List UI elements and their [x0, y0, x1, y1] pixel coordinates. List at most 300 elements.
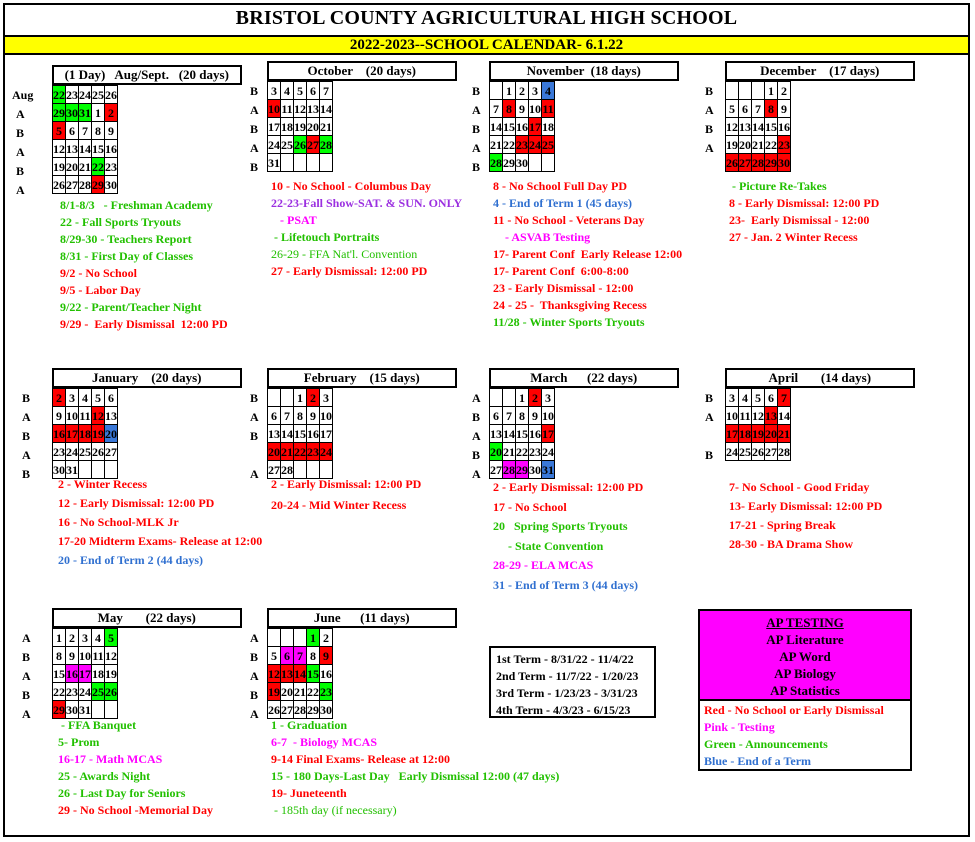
day-cell: 11 [542, 101, 554, 116]
day-cell: 21 [490, 137, 502, 152]
day-cell: 27 [268, 462, 280, 477]
day-cell: 15 [92, 141, 104, 156]
day-cell: 17 [79, 666, 91, 681]
event-note: 31 - End of Term 3 (44 days) [493, 577, 639, 592]
day-cell: 23 [66, 684, 78, 699]
day-cell: 24 [66, 444, 78, 459]
day-cell [92, 701, 105, 719]
day-cell [752, 82, 765, 100]
week-row [53, 425, 118, 443]
day-cell: 4 [281, 82, 294, 100]
day-cell: 18 [281, 119, 293, 134]
event-note: 17 - No School [493, 499, 567, 514]
day-cell [79, 461, 92, 479]
event-note: 16-17 - Math MCAS [58, 752, 163, 766]
ap-item: AP Word [779, 649, 831, 664]
day-cell [268, 629, 281, 647]
day-type-label: A [16, 183, 25, 197]
day-cell: 31 [542, 462, 554, 477]
day-cell: 1 [307, 629, 320, 647]
day-cell: 18 [92, 666, 104, 681]
event-note: 9/22 - Parent/Teacher Night [60, 300, 202, 314]
day-cell: 24 [79, 684, 91, 699]
week-row [490, 154, 555, 172]
day-cell: 16 [66, 666, 78, 681]
day-cell [726, 82, 739, 100]
day-cell: 25 [281, 137, 293, 152]
day-cell: 22 [92, 159, 104, 174]
day-cell: 14 [778, 408, 790, 423]
day-cell: 23 [516, 137, 528, 152]
week-row [490, 461, 555, 479]
day-cell: 22 [53, 87, 65, 102]
day-cell: 13 [66, 141, 78, 156]
day-cell: 2 [778, 82, 791, 100]
event-note: 28-30 - BA Drama Show [729, 537, 854, 551]
month-grid [725, 388, 791, 461]
day-cell: 12 [752, 408, 764, 423]
day-cell: 20 [66, 159, 78, 174]
day-cell: 16 [320, 666, 332, 681]
month-grid [52, 388, 118, 479]
event-note: 20 - End of Term 2 (44 days) [58, 553, 204, 567]
day-cell: 15 [516, 426, 528, 441]
day-cell: 11 [739, 408, 751, 423]
day-cell: 27 [281, 702, 293, 717]
day-cell: 6 [739, 100, 752, 118]
week-row [490, 407, 555, 425]
day-type-label: A [250, 467, 259, 481]
day-cell: 24 [542, 444, 554, 459]
day-cell: 28 [503, 462, 515, 477]
day-cell: 4 [542, 82, 555, 100]
week-row [53, 104, 118, 122]
term-3: 3rd Term - 1/23/23 - 3/31/23 [496, 686, 638, 700]
day-cell: 2 [105, 104, 118, 122]
event-note: 9/2 - No School [60, 266, 138, 280]
day-cell: 19 [53, 159, 65, 174]
week-row [268, 665, 333, 683]
day-type-label: B [16, 164, 25, 178]
day-cell: 7 [79, 122, 92, 140]
day-cell: 31 [66, 462, 78, 477]
day-type-label: A [705, 103, 714, 117]
week-row [726, 425, 791, 443]
event-note: 8/29-30 - Teachers Report [60, 232, 192, 246]
day-cell [320, 461, 333, 479]
day-type-label: B [705, 391, 714, 405]
month-header: January (20 days) [52, 368, 242, 388]
day-cell: 21 [320, 119, 332, 134]
day-cell: 22 [294, 444, 306, 459]
day-cell: 10 [320, 408, 332, 423]
month-grid [52, 85, 118, 194]
day-cell: 27 [105, 444, 117, 459]
event-note: 20-24 - Mid Winter Recess [271, 498, 407, 512]
day-cell: 14 [79, 141, 91, 156]
ap-item: AP Biology [774, 666, 836, 681]
day-cell: 28 [490, 155, 502, 170]
day-type-label: B [705, 84, 714, 98]
week-row [53, 683, 118, 701]
day-cell: 24 [320, 444, 332, 459]
day-type-label: B [705, 122, 714, 136]
legend-green: Green - Announcements [704, 737, 828, 751]
day-cell: 13 [490, 426, 502, 441]
day-cell: 29 [53, 105, 65, 120]
month-header: (1 Day) Aug/Sept. (20 days) [52, 65, 242, 85]
day-cell: 17 [726, 426, 738, 441]
day-cell: 13 [765, 408, 777, 423]
day-cell: 28 [320, 137, 332, 152]
day-type-label: A [250, 707, 259, 721]
day-cell: 3 [268, 82, 281, 100]
term-2: 2nd Term - 11/7/22 - 1/20/23 [496, 669, 639, 683]
day-cell: 25 [739, 444, 751, 459]
day-cell: 21 [294, 684, 306, 699]
legend-pink: Pink - Testing [704, 720, 775, 734]
day-cell: 18 [79, 426, 91, 441]
event-note: 22-23-Fall Show-SAT. & SUN. ONLY [271, 196, 463, 210]
week-row [53, 122, 118, 140]
day-cell: 16 [516, 119, 528, 134]
day-type-label: B [22, 429, 31, 443]
day-type-label: A [22, 631, 31, 645]
day-cell: 6 [765, 389, 778, 407]
day-cell: 11 [79, 408, 91, 423]
day-cell: 14 [490, 119, 502, 134]
event-note: 4 - End of Term 1 (45 days) [493, 196, 633, 210]
day-cell: 10 [529, 101, 541, 116]
day-cell: 9 [529, 407, 542, 425]
day-cell: 26 [268, 702, 280, 717]
day-cell: 28 [778, 444, 790, 459]
day-cell: 1 [92, 104, 105, 122]
day-cell: 2 [307, 389, 320, 407]
day-cell: 6 [268, 407, 281, 425]
day-cell: 26 [53, 177, 65, 192]
month-header: December (17 days) [725, 61, 915, 81]
month-header: February (15 days) [267, 368, 457, 388]
week-row [268, 443, 333, 461]
day-cell: 5 [53, 122, 66, 140]
ap-item: AP Literature [766, 632, 844, 647]
day-cell: 1 [516, 389, 529, 407]
day-cell: 3 [529, 82, 542, 100]
month-grid [267, 81, 333, 172]
day-cell: 28 [752, 155, 764, 170]
day-cell: 26 [752, 444, 764, 459]
day-type-label: B [705, 448, 714, 462]
event-note: 9/29 - Early Dismissal 12:00 PD [60, 317, 228, 331]
day-cell: 9 [778, 100, 791, 118]
month-grid [52, 628, 118, 719]
day-cell: 25 [542, 137, 554, 152]
day-cell: 21 [752, 137, 764, 152]
day-cell: 4 [79, 389, 92, 407]
month-header: June (11 days) [267, 608, 457, 628]
day-cell [268, 389, 281, 407]
day-type-label: B [250, 688, 259, 702]
event-note: 13- Early Dismissal: 12:00 PD [729, 499, 883, 513]
day-cell: 1 [765, 82, 778, 100]
day-cell: 30 [516, 155, 528, 170]
event-note: 26-29 - FFA Nat'l. Convention [271, 247, 418, 261]
day-type-label: A [22, 410, 31, 424]
day-type-label: A [472, 391, 481, 405]
day-cell: 17 [66, 426, 78, 441]
day-cell: 5 [105, 629, 118, 647]
day-cell: 19 [752, 426, 764, 441]
day-cell [490, 82, 503, 100]
day-cell: 14 [320, 101, 332, 116]
day-cell: 5 [294, 82, 307, 100]
week-row [726, 154, 791, 172]
day-cell: 3 [542, 389, 555, 407]
day-cell: 29 [765, 155, 777, 170]
day-cell: 22 [765, 137, 777, 152]
day-cell: 7 [778, 389, 791, 407]
day-type-label: B [22, 650, 31, 664]
week-row [268, 407, 333, 425]
day-cell: 27 [739, 155, 751, 170]
day-cell [320, 154, 333, 172]
event-note: 26 - Last Day for Seniors [58, 786, 186, 800]
day-cell: 31 [79, 702, 91, 717]
day-type-label: B [250, 650, 259, 664]
event-note: 1 - Graduation [271, 718, 348, 732]
week-row [726, 100, 791, 118]
week-row [53, 86, 118, 104]
ap-item: AP Statistics [770, 683, 840, 698]
event-note: 8 - Early Dismissal: 12:00 PD [729, 196, 880, 210]
day-cell: 22 [516, 444, 528, 459]
day-cell: 31 [79, 105, 91, 120]
event-note: 27 - Early Dismissal: 12:00 PD [271, 264, 428, 278]
week-row [268, 425, 333, 443]
event-note: 19- Juneteenth [271, 786, 347, 800]
day-cell: 15 [503, 119, 515, 134]
day-cell: 3 [66, 389, 79, 407]
day-cell: 12 [726, 119, 738, 134]
day-cell: 22 [53, 684, 65, 699]
day-cell: 20 [739, 137, 751, 152]
day-type-label: A [250, 631, 259, 645]
day-cell: 13 [307, 101, 319, 116]
day-cell [92, 461, 105, 479]
day-cell: 17 [320, 426, 332, 441]
day-cell: 23 [778, 137, 790, 152]
day-cell: 3 [726, 389, 739, 407]
day-type-label: A [472, 467, 481, 481]
day-cell: 25 [92, 684, 104, 699]
day-type-label: A [16, 107, 25, 121]
month-header: April (14 days) [725, 368, 915, 388]
day-cell [542, 154, 555, 172]
week-row [490, 425, 555, 443]
day-cell [294, 154, 307, 172]
day-cell: 5 [726, 100, 739, 118]
day-cell: 13 [281, 666, 293, 681]
day-cell [529, 154, 542, 172]
day-type-label: B [250, 391, 259, 405]
day-cell: 30 [320, 702, 332, 717]
day-cell: 21 [778, 426, 790, 441]
week-row [53, 701, 118, 719]
day-type-label: B [472, 84, 481, 98]
day-cell: 27 [66, 177, 78, 192]
day-cell: 8 [307, 647, 320, 665]
day-cell: 9 [320, 647, 333, 665]
day-cell: 26 [726, 155, 738, 170]
day-cell: 16 [529, 426, 541, 441]
day-cell: 8 [294, 407, 307, 425]
day-cell: 2 [53, 389, 66, 407]
day-type-label: B [22, 688, 31, 702]
week-row [490, 443, 555, 461]
day-cell [281, 389, 294, 407]
week-row [53, 647, 118, 665]
day-cell: 28 [294, 702, 306, 717]
week-row [268, 154, 333, 172]
event-note: 23- Early Dismissal - 12:00 [729, 213, 870, 227]
day-cell: 30 [529, 462, 541, 477]
day-cell: 30 [105, 177, 117, 192]
month-grid [267, 628, 333, 719]
week-row [268, 118, 333, 136]
day-cell: 6 [105, 389, 118, 407]
calendar-subtitle: 2022-2023--SCHOOL CALENDAR- 6.1.22 [5, 35, 968, 55]
week-row [726, 443, 791, 461]
day-cell: 27 [490, 462, 502, 477]
week-row [726, 82, 791, 100]
day-cell: 11 [281, 101, 293, 116]
event-note: 6-7 - Biology MCAS [271, 735, 377, 749]
day-cell [294, 629, 307, 647]
day-cell: 24 [268, 137, 280, 152]
day-cell: 1 [294, 389, 307, 407]
week-row [268, 100, 333, 118]
color-legend [704, 702, 884, 770]
day-cell: 13 [739, 119, 751, 134]
day-cell: 31 [268, 155, 280, 170]
event-note: 27 - Jan. 2 Winter Recess [729, 230, 858, 244]
week-row [268, 701, 333, 719]
day-cell: 10 [726, 408, 738, 423]
week-row [53, 629, 118, 647]
week-row [268, 683, 333, 701]
day-cell: 21 [503, 444, 515, 459]
day-cell: 23 [529, 444, 541, 459]
day-cell [105, 461, 118, 479]
day-cell: 8 [92, 122, 105, 140]
event-note: 16 - No School-MLK Jr [58, 515, 179, 529]
week-row [53, 389, 118, 407]
event-note: 17- Parent Conf 6:00-8:00 [493, 264, 629, 278]
week-row [268, 82, 333, 100]
day-cell: 28 [281, 462, 293, 477]
day-cell: 26 [105, 87, 117, 102]
day-cell: 10 [542, 408, 554, 423]
day-cell: 8 [53, 647, 66, 665]
event-note: 20 Spring Sports Tryouts [493, 519, 628, 533]
day-cell: 16 [105, 141, 117, 156]
event-note: 11 - No School - Veterans Day [493, 213, 645, 227]
day-cell: 19 [92, 426, 104, 441]
day-cell: 30 [66, 105, 78, 120]
event-note: 2 - Early Dismissal: 12:00 PD [493, 480, 644, 494]
day-cell: 23 [66, 87, 78, 102]
day-cell: 19 [105, 666, 117, 681]
event-note: - Picture Re-Takes [729, 179, 827, 193]
day-cell: 7 [503, 407, 516, 425]
day-cell: 22 [503, 137, 515, 152]
day-cell: 8 [516, 407, 529, 425]
day-cell: 9 [307, 407, 320, 425]
day-cell: 3 [320, 389, 333, 407]
day-cell: 7 [320, 82, 333, 100]
day-type-label: B [250, 429, 259, 443]
day-cell: 23 [105, 159, 117, 174]
week-row [490, 82, 555, 100]
day-cell: 2 [516, 82, 529, 100]
event-note: 15 - 180 Days-Last Day Early Dismissal 12:00 (47 days) [271, 769, 560, 783]
week-row [726, 389, 791, 407]
event-note: 24 - 25 - Thanksgiving Recess [493, 298, 647, 312]
event-note: 17-21 - Spring Break [729, 518, 836, 532]
day-type-label: B [22, 391, 31, 405]
day-cell: 27 [307, 137, 319, 152]
day-cell: 6 [281, 647, 294, 665]
day-cell: 2 [529, 389, 542, 407]
ap-testing-title: AP TESTING [766, 615, 844, 630]
week-row [53, 443, 118, 461]
event-note: 9/5 - Labor Day [60, 283, 141, 297]
week-row [268, 629, 333, 647]
day-type-label: A [22, 448, 31, 462]
day-type-label: B [250, 84, 259, 98]
event-note: 2 - Winter Recess [58, 477, 147, 491]
day-cell: 7 [281, 407, 294, 425]
day-cell: 15 [765, 119, 777, 134]
event-note: 23 - Early Dismissal - 12:00 [493, 281, 634, 295]
event-note: - FFA Banquet [58, 718, 137, 732]
day-cell: 24 [79, 87, 91, 102]
ap-testing-panel [700, 611, 910, 701]
day-cell: 1 [53, 629, 66, 647]
event-note: 10 - No School - Columbus Day [271, 179, 432, 193]
day-cell: 15 [307, 666, 319, 681]
month-grid [489, 388, 555, 479]
day-cell: 11 [92, 648, 104, 663]
day-cell: 10 [268, 101, 280, 116]
event-note: 8/1-8/3 - Freshman Academy [60, 198, 213, 212]
day-cell: 4 [92, 629, 105, 647]
day-type-label: B [250, 160, 259, 174]
day-cell: 12 [268, 666, 280, 681]
day-type-label: A [472, 103, 481, 117]
day-type-label: B [16, 126, 25, 140]
day-type-label: A [250, 410, 259, 424]
day-cell: 9 [105, 122, 118, 140]
event-note: 12 - Early Dismissal: 12:00 PD [58, 496, 215, 510]
day-cell: 20 [268, 444, 280, 459]
day-cell: 20 [105, 426, 117, 441]
day-cell [105, 701, 118, 719]
day-type-label: A [472, 429, 481, 443]
week-row [490, 136, 555, 154]
day-cell: 19 [268, 684, 280, 699]
